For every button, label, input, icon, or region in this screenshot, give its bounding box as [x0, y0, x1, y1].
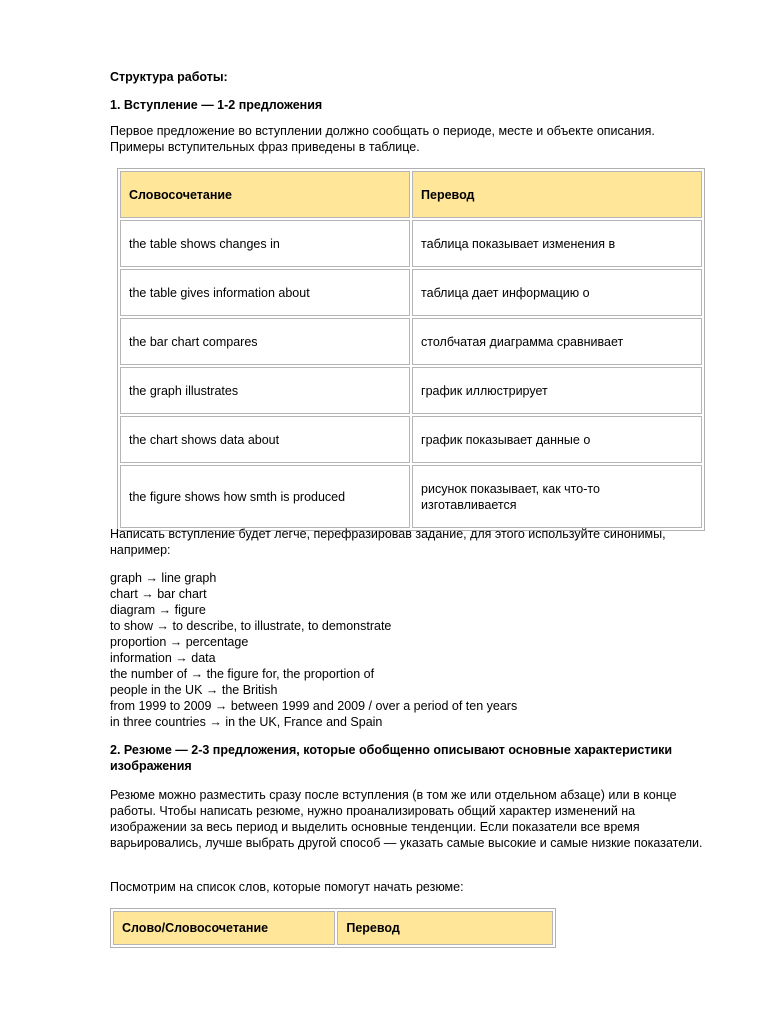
synonym-line: to show → to describe, to illustrate, to demonstrate: [110, 619, 392, 633]
header-cell-word: Слово/Словосочетание: [113, 911, 335, 945]
table-row: [120, 416, 702, 463]
translation-cell: рисунок показывает, как что-то изготавливается: [412, 465, 702, 528]
table-header-row: [120, 171, 702, 218]
table-header-row: [113, 911, 553, 945]
header-cell-translation: Перевод: [412, 171, 702, 218]
phrase-cell: the table gives information about: [120, 269, 410, 316]
table-row: [120, 465, 702, 528]
synonym-line: proportion → percentage: [110, 635, 249, 649]
phrase-cell: the chart shows data about: [120, 416, 410, 463]
section2-text: Резюме можно разместить сразу после вступления (в том же или отдельном абзаце) или в конце работы. Чтобы написать резюме, нужно проанализировать общий характер изменений на изображении за весь период и выделить основные тенденции. Если показатели все время варьировались, лучше выбрать другой способ — указать самые высокие и самые низкие показатели.: [110, 788, 703, 850]
synonym-line: the number of → the figure for, the proportion of: [110, 667, 375, 681]
section2-lead: Посмотрим на список слов, которые помогут начать резюме:: [110, 880, 464, 894]
table-row: [120, 318, 702, 365]
table-row: [120, 367, 702, 414]
phrase-cell: the bar chart compares: [120, 318, 410, 365]
section2-title: 2. Резюме — 2-3 предложения, которые обобщенно описывают основные характеристики изображения: [110, 743, 673, 773]
translation-cell: таблица дает информацию о: [412, 269, 702, 316]
synonym-line: from 1999 to 2009 → between 1999 and 2009 / over a period of ten years: [110, 699, 518, 713]
phrases-table: [117, 168, 705, 531]
section1-title: 1. Вступление — 1-2 предложения: [110, 98, 323, 112]
phrase-cell: the table shows changes in: [120, 220, 410, 267]
synonym-line: graph → line graph: [110, 571, 217, 585]
translation-cell: график иллюстрирует: [412, 367, 702, 414]
summary-words-table: [110, 908, 556, 948]
section1-intro: Первое предложение во вступлении должно сообщать о периоде, месте и объекте описания. Примеры вступительных фраз приведены в таблице.: [110, 124, 655, 154]
translation-cell: таблица показывает изменения в: [412, 220, 702, 267]
phrase-cell: the graph illustrates: [120, 367, 410, 414]
synonym-list: [110, 570, 517, 730]
paraphrase-paragraph: Написать вступление будет легче, перефразировав задание, для этого используйте синонимы, например:: [110, 527, 666, 557]
translation-cell: столбчатая диаграмма сравнивает: [412, 318, 702, 365]
phrase-cell: the figure shows how smth is produced: [120, 465, 410, 528]
page-heading: Структура работы:: [110, 70, 228, 84]
synonym-line: people in the UK → the British: [110, 683, 278, 697]
header-cell-phrase: Словосочетание: [120, 171, 410, 218]
synonym-line: in three countries → in the UK, France and Spain: [110, 715, 383, 729]
synonym-line: diagram → figure: [110, 603, 206, 617]
table-row: [120, 269, 702, 316]
header-cell-translation: Перевод: [337, 911, 553, 945]
table-row: [120, 220, 702, 267]
synonym-line: information → data: [110, 651, 216, 665]
synonym-line: chart → bar chart: [110, 587, 207, 601]
translation-cell: график показывает данные о: [412, 416, 702, 463]
